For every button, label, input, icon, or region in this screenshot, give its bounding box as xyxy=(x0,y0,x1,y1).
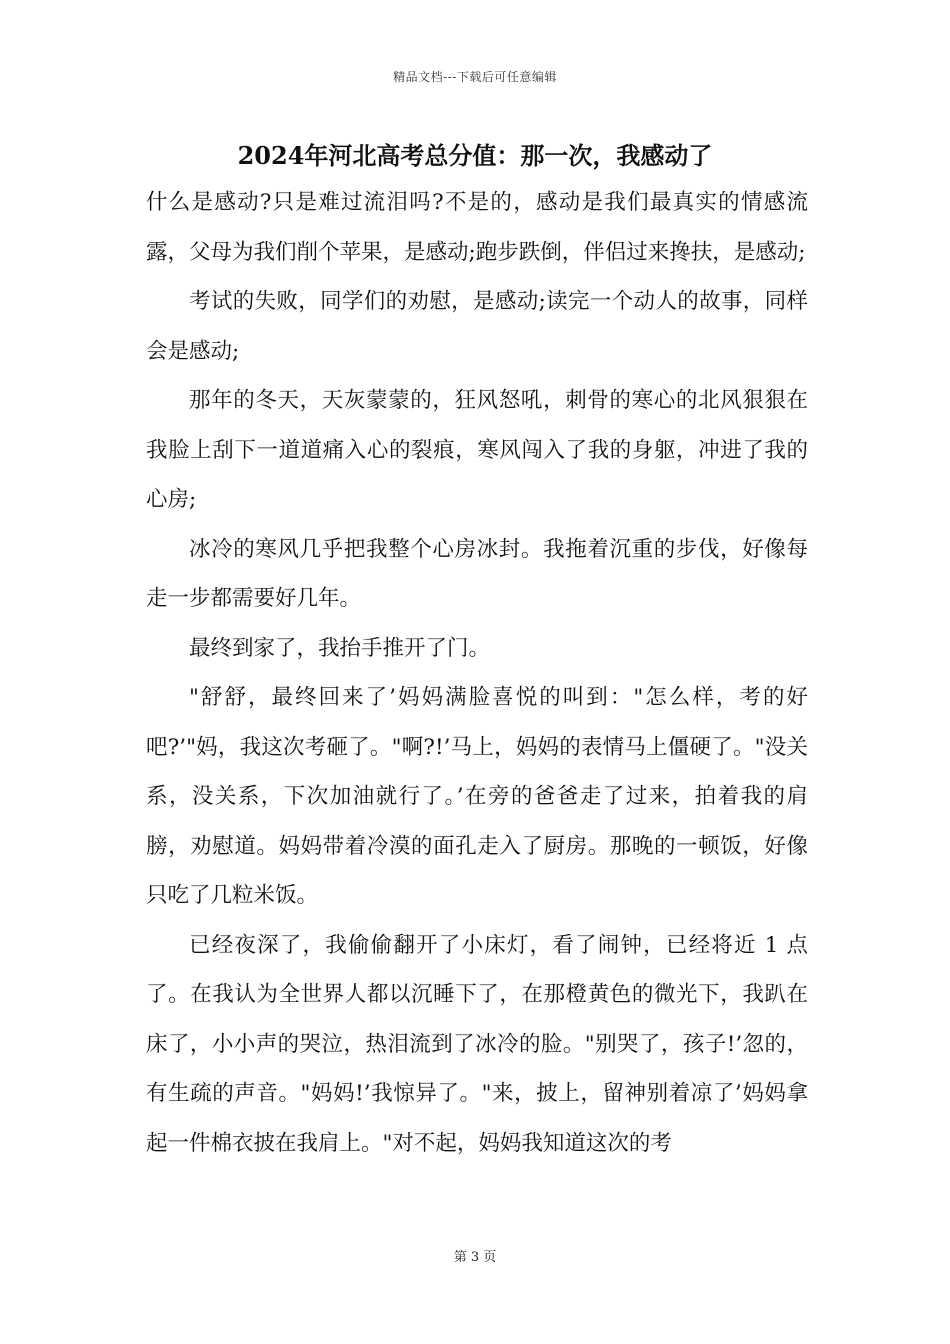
paragraph: 最终到家了，我抬手推开了门。 xyxy=(189,635,491,661)
paragraph: 那年的冬天，天灰蒙蒙的，狂风怒吼，刺骨的寒心的北风狠狠在我脸上刮下一道道痛入心的裂痕，寒风闯入了我的身躯，冲进了我的心房; xyxy=(146,388,808,512)
header-note: 精品文档---下载后可任意编辑 xyxy=(393,70,557,84)
page-number: 第 3 页 xyxy=(453,1250,497,1265)
paragraph: 什么是感动?只是难过流泪吗?不是的，感动是我们最真实的情感流露，父母为我们削个苹果，是感动;跑步跌倒，伴侣过来搀扶，是感动; xyxy=(146,190,808,265)
document-title: 2024年河北高考总分值：那一次，我感动了 xyxy=(237,141,713,170)
document-body xyxy=(146,178,808,1168)
paragraph: 已经夜深了，我偷偷翻开了小床灯，看了闹钟，已经将近 1 点了。在我认为全世界人都以沉睡下了，在那橙黄色的微光下，我趴在床了，小小声的哭泣，热泪流到了冰冷的脸。"别哭了，孩子!’忽的，有生疏的声音。"妈妈!’我惊异了。"来，披上，留神别着凉了’妈妈拿起一件棉衣披在我肩上。"对不起，妈妈我知道这次的考 xyxy=(146,932,808,1156)
paragraph: "舒舒，最终回来了’妈妈满脸喜悦的叫到："怎么样，考的好吧?’"妈，我这次考砸了。"啊?!’马上，妈妈的表情马上僵硬了。"没关系，没关系，下次加油就行了。’在旁的爸爸走了过来，拍着我的肩膀，劝慰道。妈妈带着冷漠的面孔走入了厨房。那晚的一顿饭，好像只吃了几粒米饭。 xyxy=(146,685,808,908)
paragraph: 冰冷的寒风几乎把我整个心房冰封。我拖着沉重的步伐，好像每走一步都需要好几年。 xyxy=(146,536,808,611)
paragraph: 考试的失败，同学们的劝慰，是感动;读完一个动人的故事，同样会是感动; xyxy=(146,289,808,364)
